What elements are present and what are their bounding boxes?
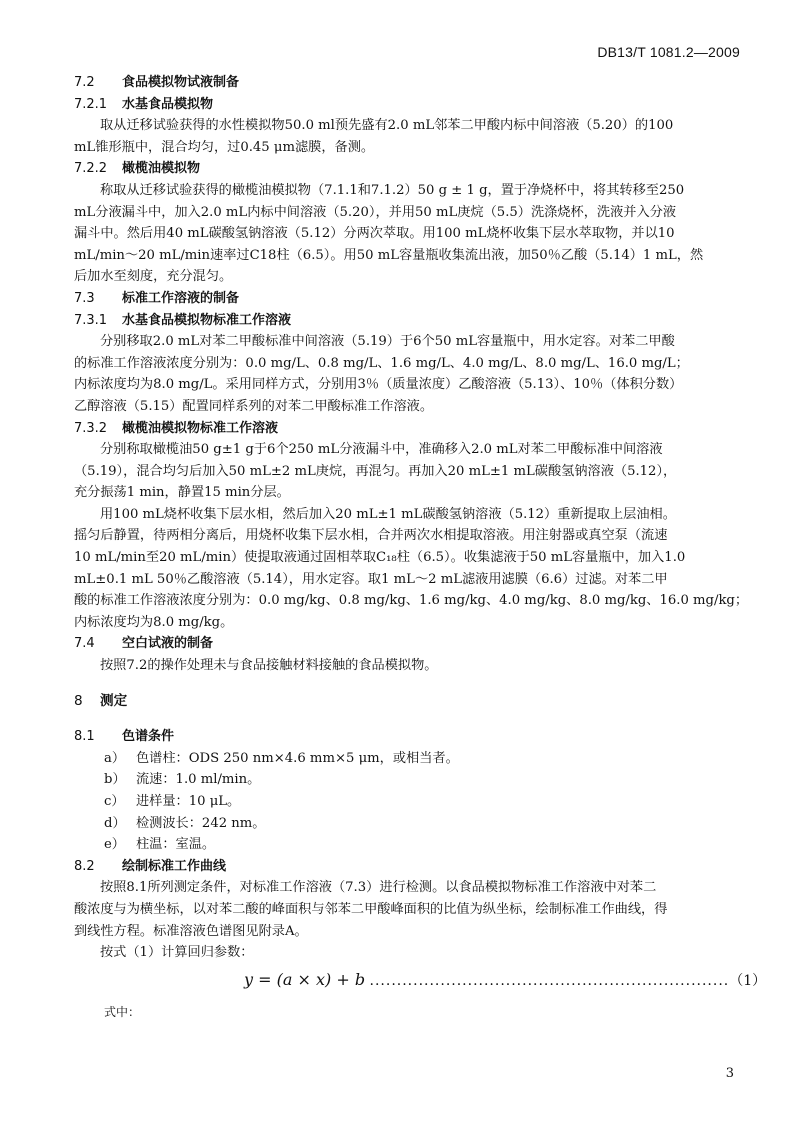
heading-number: 7.2 (74, 75, 95, 90)
chapter-heading (74, 691, 734, 713)
heading-title: 水基食品模拟物标准工作溶液 (122, 312, 292, 328)
paragraph-line: mL/min～20 mL/min速率过C18柱（6.5）。用50 mL容量瓶收集流出液，加50％乙酸（5.14）1 mL，然 (74, 247, 704, 263)
list-item (74, 748, 734, 770)
equation-expression: y = (a × x) + b (244, 969, 366, 989)
heading-number: 8.2 (74, 858, 95, 874)
spacer (74, 712, 734, 726)
paragraph-line: mL分液漏斗中，加入2.0 mL内标中间溶液（5.20），并用50 mL庚烷（5.5）洗涤烧杯，洗液并入分液 (74, 204, 677, 220)
section-heading (74, 726, 734, 748)
list-item-text: 检测波长：242 nm。 (136, 815, 266, 831)
paragraph-line: 用100 mL烧杯收集下层水相，然后加入20 mL±1 mL碳酸氢钠溶液（5.12）重新提取上层油相。 (100, 506, 676, 522)
heading-title: 橄榄油模拟物标准工作溶液 (122, 420, 279, 436)
heading-title: 空白试液的制备 (122, 636, 214, 652)
heading-number: 8.1 (74, 729, 95, 745)
paragraph-line: 10 mL/min至20 mL/min）使提取液通过固相萃取C₁₈柱（6.5）。收集滤液于50 mL容量瓶中，加入1.0 (74, 550, 686, 566)
list-marker: b） (104, 772, 126, 788)
paragraph-line: mL±0.1 mL 50％乙酸溶液（5.14），用水定容。取1 mL～2 mL滤液用滤膜（6.6）过滤。对苯二甲 (74, 571, 668, 587)
heading-number: 8 (74, 692, 83, 709)
paragraph-line: （5.19），混合均匀后加入50 mL±2 mL庚烷，再混匀。再加入20 mL±1 mL碳酸氢钠溶液（5.12）， (74, 463, 677, 479)
list-item (74, 791, 734, 813)
section-heading (74, 856, 734, 878)
list-marker: d） (104, 815, 126, 831)
where-label: 式中： (104, 1004, 141, 1019)
paragraph-line: 分别移取2.0 mL对苯二甲酸标准中间溶液（5.19）于6个50 mL容量瓶中，用水定容。对苯二甲酸 (100, 334, 675, 350)
paragraph-line: 漏斗中。然后用40 mL碳酸氢钠溶液（5.12）分两次萃取。用100 mL烧杯收集下层水萃取物，并以10 (74, 226, 675, 242)
page-number: 3 (725, 1066, 734, 1081)
paragraph-line: 充分振荡1 min，静置15 min分层。 (74, 485, 290, 501)
equation-1 (74, 964, 767, 996)
section-heading (74, 418, 734, 440)
heading-number: 7.4 (74, 636, 95, 652)
document-code: DB13/T 1081.2—2009 (597, 44, 740, 60)
heading-title: 绘制标准工作曲线 (122, 858, 227, 874)
paragraph-line: 按式（1）计算回归参数： (100, 945, 254, 961)
equation-leader-dots: .................................................................. (369, 972, 730, 989)
paragraph-line: 按照8.1所列测定条件，对标准工作溶液（7.3）进行检测。以食品模拟物标准工作溶液中对苯二 (100, 880, 657, 896)
paragraph-line: 到线性方程。标准溶液色谱图见附录A。 (74, 923, 308, 939)
paragraph-line: mL锥形瓶中，混合均匀，过0.45 μm滤膜，备测。 (74, 139, 375, 155)
paragraph-line: 内标浓度均为8.0 mg/kg。 (74, 614, 234, 630)
paragraph-line: 后加水至刻度，充分混匀。 (74, 269, 233, 285)
list-marker: a） (104, 750, 126, 766)
paragraph-line: 按照7.2的操作处理未与食品接触材料接触的食品模拟物。 (100, 658, 438, 674)
document-body (74, 72, 767, 1023)
equation-number: （1） (729, 972, 767, 989)
heading-title: 食品模拟物试液制备 (122, 75, 240, 90)
list-marker: e） (104, 837, 125, 853)
paragraph-line: 摇匀后静置，待两相分离后，用烧杯收集下层水相，合并两次水相提取溶液。用注射器或真空泵（流速 (74, 528, 668, 544)
section-heading (74, 72, 734, 94)
heading-number: 7.3.1 (74, 312, 108, 328)
list-item-text: 进样量：10 μL。 (136, 794, 241, 809)
heading-title: 橄榄油模拟物 (122, 161, 201, 177)
heading-number: 7.3.2 (74, 420, 108, 436)
paragraph-line: 酸浓度与为横坐标，以对苯二酸的峰面积与邻苯二甲酸峰面积的比值为纵坐标，绘制标准工作曲线，得 (74, 901, 668, 917)
heading-number: 7.2.2 (74, 161, 108, 177)
paragraph-line: 取从迁移试验获得的水性模拟物50.0 ml预先盛有2.0 mL邻苯二甲酸内标中间溶液（5.20）的100 (100, 118, 674, 134)
list-item-text: 柱温：室温。 (136, 837, 216, 853)
section-heading (74, 158, 734, 180)
paragraph-line: 称取从迁移试验获得的橄榄油模拟物（7.1.1和7.1.2）50 g ± 1 g，置于净烧杯中，将其转移至250 (100, 182, 685, 198)
heading-title: 测定 (100, 692, 128, 709)
paragraph-line: 分别称取橄榄油50 g±1 g于6个250 mL分液漏斗中，准确移入2.0 mL对苯二甲酸标准中间溶液 (100, 442, 663, 458)
heading-title: 标准工作溶液的制备 (122, 290, 240, 306)
heading-number: 7.3 (74, 290, 95, 306)
section-heading (74, 288, 734, 310)
section-heading (74, 633, 734, 655)
heading-title: 水基食品模拟物 (122, 96, 214, 112)
list-item-text: 流速：1.0 ml/min。 (136, 772, 261, 788)
paragraph-line: 乙醇溶液（5.15）配置同样系列的对苯二甲酸标准工作溶液。 (74, 398, 434, 414)
spacer (74, 677, 734, 691)
section-heading (74, 94, 734, 116)
list-item (74, 769, 734, 791)
paragraph-line: 的标准工作溶液浓度分别为：0.0 mg/L、0.8 mg/L、1.6 mg/L、4.0 mg/L、8.0 mg/L、16.0 mg/L； (74, 355, 689, 371)
paragraph-line: 内标浓度均为8.0 mg/L。采用同样方式，分别用3％（质量浓度）乙酸溶液（5.13）、10％（体积分数） (74, 377, 683, 393)
heading-number: 7.2.1 (74, 96, 108, 112)
list-marker: c） (104, 794, 125, 809)
list-item (74, 834, 734, 856)
paragraph-line: 酸的标准工作溶液浓度分别为：0.0 mg/kg、0.8 mg/kg、1.6 mg/kg、4.0 mg/kg、8.0 mg/kg、16.0 mg/kg； (74, 593, 749, 609)
list-item-text: 色谱柱：ODS 250 nm×4.6 mm×5 μm，或相当者。 (136, 750, 459, 766)
section-heading (74, 310, 734, 332)
heading-title: 色谱条件 (122, 729, 175, 745)
list-item (74, 813, 734, 835)
